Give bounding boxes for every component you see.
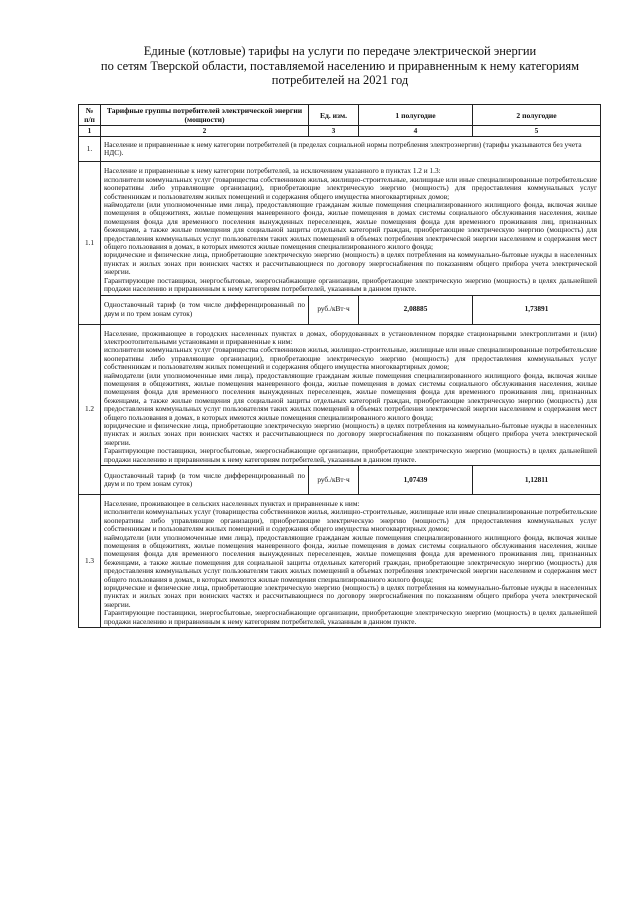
table-row: [79, 162, 601, 295]
title-line-3: потребителей на 2021 год: [271, 73, 409, 87]
title-line-2: по сетям Тверской области, поставляемой населению и приравненным к нему категориям: [100, 58, 580, 73]
col-number-3: 3: [309, 126, 359, 137]
header-num: № п/п: [79, 105, 101, 126]
row-number: 1.: [79, 137, 101, 162]
paragraph: наймодатели (или уполномоченные ими лица), предоставляющие гражданам жилые помещения специализированного жилищного фонда, включая жилые помещения в общежитиях, жилые помещения маневренного фонда, жилые помещения в домах системы социального обслуживания населения, жилые помещения фонда для временного поселения вынужденных переселенцев, жилые помещения фонда для временного проживания лиц, признанных беженцами, а также жилые помещения для социальной защиты отдельных категорий граждан, приобретающие электрическую энергию (мощность) для предоставления коммунальных услуг пользователям таких жилых помещений в объемах потребления электрической энергии населением и содержания мест общего пользования в домах, в которых имеются жилые помещения специализированного жилого фонда;: [104, 200, 597, 252]
row-description: [101, 162, 601, 295]
paragraph: исполнители коммунальных услуг (товарищества собственников жилья, жилищно-строительные, жилищные или иные специализированные потребительские кооперативы либо управляющие организации), приобретающие электрическую энергию (мощность) для предоставления коммунальных услуг собственникам и пользователям жилых помещений и содержания общего имущества многоквартирных домов;: [104, 507, 597, 534]
tariff-label: Одноставочный тариф (в том числе дифференцированный по двум и по трем зонам суток): [101, 295, 309, 324]
table-row: [79, 324, 601, 466]
paragraph: исполнители коммунальных услуг (товарищества собственников жилья, жилищно-строительные, жилищные или иные специализированные потребительские кооперативы либо управляющие организации), приобретающие электрическую энергию (мощность) для предоставления коммунальных услуг собственникам и пользователям жилых помещений и содержания общего имущества многоквартирных домов;: [104, 174, 597, 201]
header-groups: Тарифные группы потребителей электрической энергии (мощности): [101, 105, 309, 126]
row-description: Население и приравненные к нему категории потребителей (в пределах социальной нормы потребления электроэнергии) (тарифы указываются без учета НДС).: [101, 137, 601, 162]
paragraph: Население и приравненные к нему категории потребителей, за исключением указанного в пунктах 1.2 и 1.3:: [104, 166, 441, 176]
paragraph: Население, проживающее в сельских населенных пунктах и приравненные к ним:: [104, 499, 360, 508]
col-number-1: 1: [79, 126, 101, 137]
paragraph: исполнители коммунальных услуг (товарищества собственников жилья, жилищно-строительные, жилищные или иные специализированные потребительские кооперативы либо управляющие организации), приобретающие электрическую энергию (мощность) для предоставления коммунальных услуг собственникам и пользователям жилых помещений и содержания общего имущества многоквартирных домов;: [104, 345, 597, 372]
tariff-value-half1: 2,08885: [359, 295, 473, 324]
col-number-5: 5: [473, 126, 601, 137]
tariff-label: Одноставочный тариф (в том числе дифференцированный по двум и по трем зонам суток): [101, 466, 309, 495]
header-row: [79, 105, 601, 126]
row-number: 1.1: [79, 162, 101, 324]
tariff-unit: руб./кВт·ч: [309, 466, 359, 495]
row-description: [101, 495, 601, 628]
col-number-2: 2: [101, 126, 309, 137]
table-row: [79, 495, 601, 628]
table-row: [79, 137, 601, 162]
header-half2: 2 полугодие: [473, 105, 601, 126]
paragraph: юридические и физические лица, приобретающие электрическую энергию (мощность) в целях потребления на коммунально-бытовые нужды в населенных пунктах и жилых зонах при воинских частях и рассчитывающиеся по договору энергоснабжения по показаниям общего прибора учета электрической энергии.: [104, 583, 597, 609]
tariff-table: [78, 104, 601, 628]
column-number-row: [79, 126, 601, 137]
paragraph: Гарантирующие поставщики, энергосбытовые, энергоснабжающие организации, приобретающие электрическую энергию (мощность) в целях дальнейшей продажи населению и приравненным к нему категориям потребителей, указанным в данном пункте.: [104, 275, 597, 294]
paragraph: Гарантирующие поставщики, энергосбытовые, энергоснабжающие организации, приобретающие электрическую энергию (мощность) в целях дальнейшей продажи населению и приравненным к нему категориям потребителей, указанным в данном пункте.: [104, 446, 597, 464]
tariff-row: [79, 466, 601, 495]
title-line-1: Единые (котловые) тарифы на услуги по передаче электрической энергии: [143, 44, 537, 58]
tariff-value-half1: 1,07439: [359, 466, 473, 495]
header-unit: Ед. изм.: [309, 105, 359, 126]
paragraph: Гарантирующие поставщики, энергосбытовые, энергоснабжающие организации, приобретающие электрическую энергию (мощность) в целях дальнейшей продажи населению и приравненным к нему категориям потребителей, указанным в данном пункте.: [104, 608, 597, 626]
paragraph: Население, проживающее в городских населенных пунктах в домах, оборудованных в установленном порядке стационарными электроплитами и (или) электроотопительными установками и приравненные к ним:: [104, 328, 597, 346]
paragraph: юридические и физические лица, приобретающие электрическую энергию (мощность) в целях потребления на коммунально-бытовые нужды в населенных пунктах и жилых зонах при воинских частях и рассчитывающиеся по договору энергоснабжения по показаниям общего прибора учета электрической энергии.: [104, 250, 597, 277]
header-half1: 1 полугодие: [359, 105, 473, 126]
paragraph: юридические и физические лица, приобретающие электрическую энергию (мощность) в целях потребления на коммунально-бытовые нужды в населенных пунктах и жилых зонах при воинских частях и рассчитывающиеся по договору энергоснабжения по показаниям общего прибора учета электрической энергии.: [104, 420, 597, 447]
paragraph: наймодатели (или уполномоченные ими лица), предоставляющие гражданам жилые помещения специализированного жилищного фонда, включая жилые помещения в общежитиях, жилые помещения маневренного фонда, жилые помещения в домах системы социального обслуживания населения, жилые помещения фонда для временного поселения вынужденных переселенцев, жилые помещения фонда для временного проживания лиц, признанных беженцами, а также жилые помещения для социальной защиты отдельных категорий граждан, приобретающие электрическую энергию (мощность) для предоставления коммунальных услуг пользователям таких жилых помещений в объемах потребления электрической энергии населением и содержания мест общего пользования в домах, в которых имеются жилые помещения специализированного жилого фонда;: [104, 370, 597, 422]
row-description: [101, 324, 601, 466]
col-number-4: 4: [359, 126, 473, 137]
row-number: 1.2: [79, 324, 101, 495]
tariff-value-half2: 1,12811: [473, 466, 601, 495]
document-title: [60, 44, 620, 88]
paragraph: наймодатели (или уполномоченные ими лица), предоставляющие гражданам жилые помещения специализированного жилищного фонда, включая жилые помещения в общежитиях, жилые помещения маневренного фонда, жилые помещения в домах системы социального обслуживания населения, жилые помещения фонда для временного поселения вынужденных переселенцев, жилые помещения фонда для временного проживания лиц, признанных беженцами, а также жилые помещения для социальной защиты отдельных категорий граждан, приобретающие электрическую энергию (мощность) для предоставления коммунальных услуг пользователям таких жилых помещений в объемах потребления электрической энергии населением и содержания мест общего пользования в домах, в которых имеются жилые помещения специализированного жилого фонда;: [104, 532, 597, 584]
tariff-unit: руб./кВт·ч: [309, 295, 359, 324]
tariff-row: [79, 295, 601, 324]
tariff-value-half2: 1,73891: [473, 295, 601, 324]
row-number: 1.3: [79, 495, 101, 628]
